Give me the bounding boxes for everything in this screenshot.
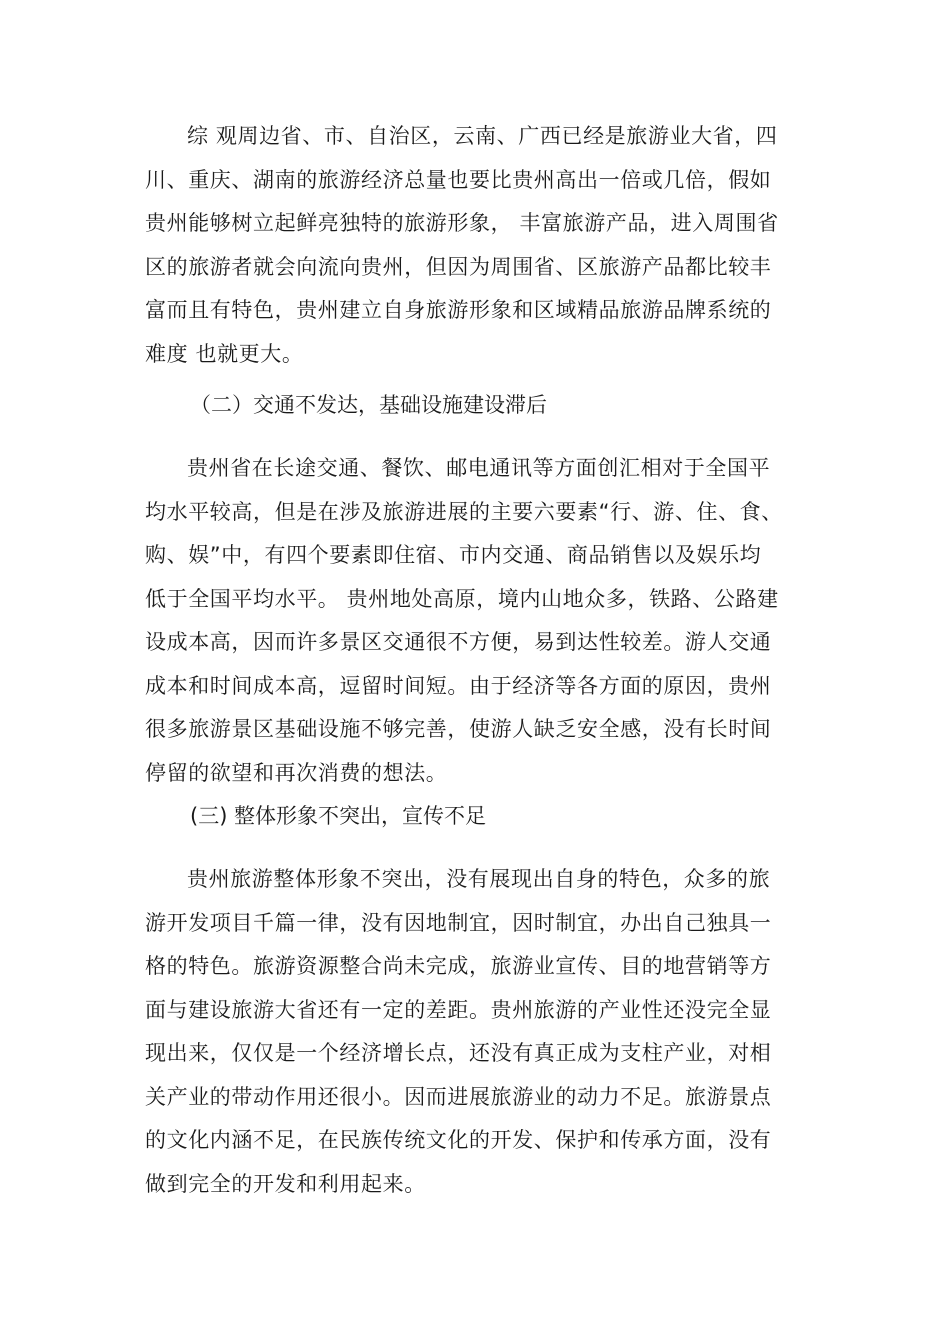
paragraph-line: 区的旅游者就会向流向贵州，但因为周围省、区旅游产品都比较丰 [145,254,772,279]
paragraph-line: 关产业的带动作用还很小。因而进展旅游业的动力不足。旅游景点 [145,1084,772,1109]
paragraph-line: 难度 也就更大。 [145,341,304,366]
paragraph-line: 贵州省在长途交通、餐饮、邮电通讯等方面创汇相对于全国平 [187,456,771,480]
paragraph-line: 很多旅游景区基础设施不够完善，使游人缺乏安全感，没有长时间 [145,717,772,741]
section-heading-image: (三) 整体形象不突出，宣传不足 [190,804,487,828]
paragraph-line: 游开发项目千篇一律，没有因地制宜，因时制宜，办出自己独具一 [145,910,772,935]
paragraph-tourism-competition [145,115,810,376]
paragraph-line: 做到完全的开发和利用起来。 [145,1171,426,1196]
paragraph-line: 设成本高，因而许多景区交通很不方便，易到达性较差。游人交通 [145,630,772,654]
paragraph-transport [145,447,810,795]
paragraph-line: 停留的欲望和再次消费的想法。 [145,760,448,785]
paragraph-line: 低于全国平均水平。 贵州地处高原，境内山地众多，铁路、公路建 [145,586,779,611]
paragraph-image [145,858,810,1206]
paragraph-line: 富而且有特色，贵州建立自身旅游形象和区域精品旅游品牌系统的 [145,298,772,322]
paragraph-line: 川、重庆、湖南的旅游经济总量也要比贵州高出一倍或几倍，假如 [145,167,772,192]
paragraph-line: 的文化内涵不足，在民族传统文化的开发、保护和传承方面，没有 [145,1128,772,1152]
paragraph-line: 贵州旅游整体形象不突出，没有展现出自身的特色，众多的旅 [187,867,771,891]
paragraph-line: 综 观周边省、市、自治区，云南、广西已经是旅游业大省，四 [187,124,778,148]
paragraph-line: 成本和时间成本高，逗留时间短。由于经济等各方面的原因，贵州 [145,673,772,698]
paragraph-line: 购、娱”中，有四个要素即住宿、市内交通、商品销售以及娱乐均 [145,543,762,567]
paragraph-line: 现出来，仅仅是一个经济增长点，还没有真正成为支柱产业，对相 [145,1041,772,1065]
section-heading-transport: （二）交通不发达，基础设施建设滞后 [190,393,547,417]
paragraph-line: 格的特色。旅游资源整合尚未完成，旅游业宣传、目的地营销等方 [145,954,772,978]
paragraph-line: 贵州能够树立起鲜亮独特的旅游形象， 丰富旅游产品，进入周围省 [145,211,779,235]
paragraph-line: 均水平较高，但是在涉及旅游进展的主要六要素“行、游、住、食、 [145,499,783,524]
paragraph-line: 面与建设旅游大省还有一定的差距。贵州旅游的产业性还没完全显 [145,997,772,1022]
